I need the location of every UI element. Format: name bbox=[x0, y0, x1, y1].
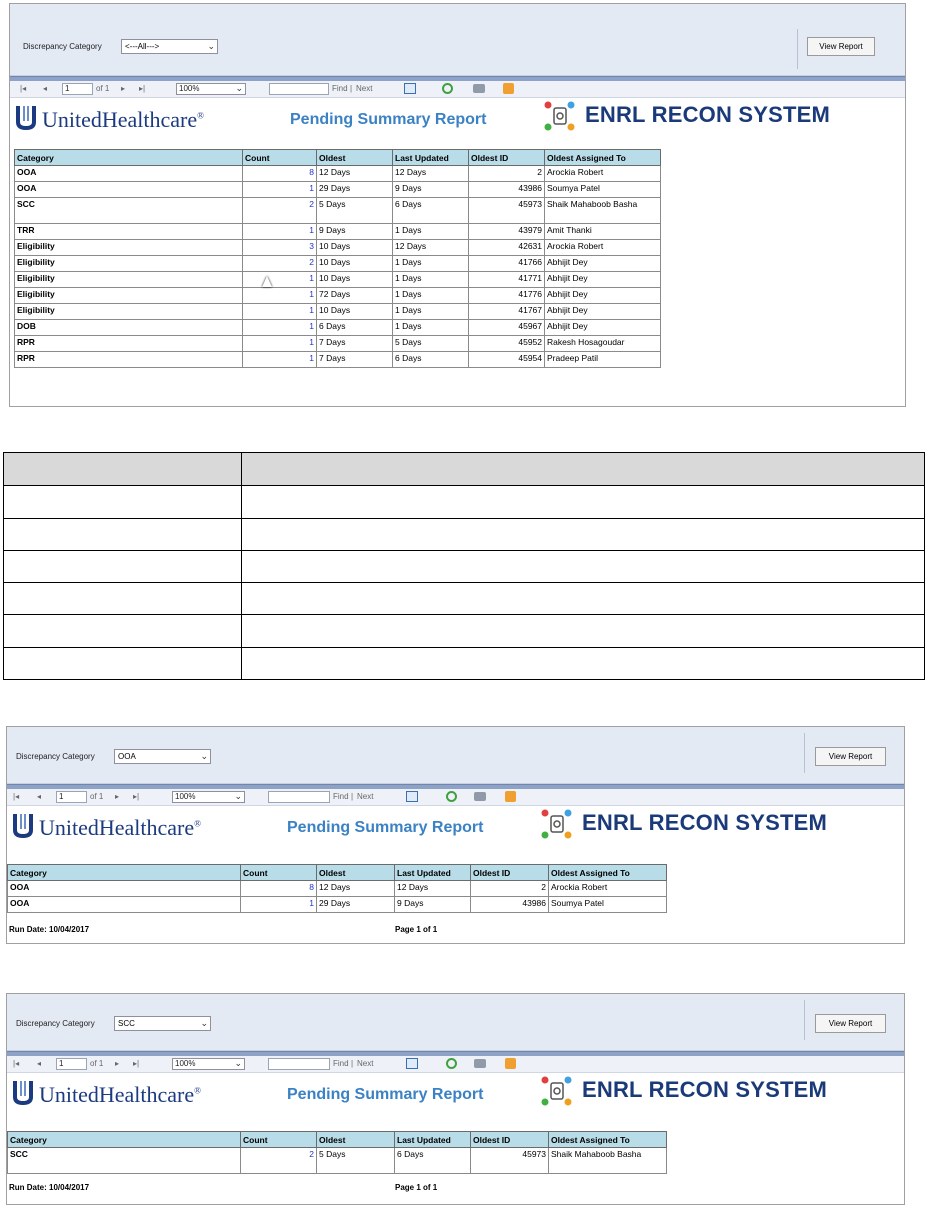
cell-category: Eligibility bbox=[15, 304, 243, 320]
cell-oldest-id: 41766 bbox=[469, 256, 545, 272]
blank-cell bbox=[4, 486, 242, 518]
discrepancy-category-value: SCC bbox=[118, 1019, 135, 1028]
discrepancy-category-value: OOA bbox=[118, 752, 136, 761]
count-link[interactable]: 1 bbox=[243, 304, 317, 320]
cell-oldest-id: 43986 bbox=[469, 182, 545, 198]
cell-oldest-id: 41776 bbox=[469, 288, 545, 304]
report-toolbar bbox=[7, 789, 904, 806]
brand-text: UnitedHealthcare bbox=[42, 107, 198, 132]
count-link[interactable]: 1 bbox=[243, 336, 317, 352]
next-link[interactable]: Next bbox=[356, 84, 373, 93]
find-input[interactable] bbox=[268, 791, 330, 803]
cell-assignee: Soumya Patel bbox=[545, 182, 661, 198]
cell-assignee: Shaik Mahaboob Basha bbox=[549, 1148, 667, 1174]
cell-category: RPR bbox=[15, 336, 243, 352]
cell-last-updated: 6 Days bbox=[393, 352, 469, 368]
refresh-icon[interactable] bbox=[446, 791, 457, 802]
cell-oldest-id: 41767 bbox=[469, 304, 545, 320]
uhc-logo-icon bbox=[11, 812, 35, 838]
count-link[interactable]: 1 bbox=[243, 288, 317, 304]
cell-assignee: Arockia Robert bbox=[545, 166, 661, 182]
col-count: Count bbox=[243, 150, 317, 166]
cell-oldest: 10 Days bbox=[317, 256, 393, 272]
next-link[interactable]: Next bbox=[357, 792, 374, 801]
discrepancy-category-value: <---All---> bbox=[125, 42, 160, 51]
cell-assignee: Abhijit Dey bbox=[545, 272, 661, 288]
cell-assignee: Amit Thanki bbox=[545, 224, 661, 240]
blank-table-row bbox=[4, 518, 925, 550]
first-page-icon[interactable]: |◂ bbox=[13, 792, 20, 801]
run-date: Run Date: 10/04/2017 bbox=[9, 1183, 90, 1192]
cell-oldest: 6 Days bbox=[317, 320, 393, 336]
blank-cell bbox=[242, 647, 925, 679]
col-count: Count bbox=[241, 865, 317, 881]
last-page-icon[interactable]: ▸| bbox=[133, 1059, 140, 1068]
cell-category: OOA bbox=[8, 897, 241, 913]
count-link[interactable]: 1 bbox=[243, 182, 317, 198]
export-icon[interactable] bbox=[406, 791, 418, 802]
cell-last-updated: 1 Days bbox=[393, 288, 469, 304]
cell-oldest-id: 45973 bbox=[469, 198, 545, 224]
view-report-button[interactable]: View Report bbox=[815, 747, 886, 766]
table-row bbox=[15, 240, 661, 256]
cell-category: RPR bbox=[15, 352, 243, 368]
find-link[interactable]: Find bbox=[333, 792, 349, 801]
discrepancy-category-select[interactable] bbox=[114, 1016, 211, 1031]
registered-mark: ® bbox=[194, 1085, 201, 1096]
report-viewer-all bbox=[9, 3, 906, 407]
cell-oldest: 29 Days bbox=[317, 182, 393, 198]
parameter-bar bbox=[10, 4, 905, 76]
blank-header-cell bbox=[242, 453, 925, 486]
system-title: ENRL RECON SYSTEM bbox=[585, 102, 831, 127]
cell-last-updated: 5 Days bbox=[393, 336, 469, 352]
cell-assignee: Abhijit Dey bbox=[545, 256, 661, 272]
col-oldest-assigned-to: Oldest Assigned To bbox=[545, 150, 661, 166]
brand-name bbox=[39, 815, 201, 841]
find-link[interactable]: Find bbox=[333, 1059, 349, 1068]
enrl-system-icon bbox=[540, 1075, 574, 1107]
cell-last-updated: 1 Days bbox=[393, 272, 469, 288]
cell-oldest-id: 45954 bbox=[469, 352, 545, 368]
table-row bbox=[15, 288, 661, 304]
parameter-bar bbox=[7, 994, 904, 1051]
find-separator: | bbox=[351, 1059, 354, 1068]
page-count: of 1 bbox=[90, 792, 104, 801]
summary-table bbox=[14, 149, 661, 368]
cell-category: Eligibility bbox=[15, 240, 243, 256]
enrl-system-icon bbox=[543, 100, 577, 132]
chevron-down-icon: ⌄ bbox=[235, 83, 243, 93]
next-page-icon[interactable]: ▸ bbox=[121, 84, 126, 93]
cell-last-updated: 6 Days bbox=[393, 198, 469, 224]
table-row bbox=[15, 352, 661, 368]
cell-oldest-id: 43979 bbox=[469, 224, 545, 240]
cell-last-updated: 9 Days bbox=[395, 897, 471, 913]
report-header bbox=[7, 1073, 904, 1111]
parameter-bar bbox=[7, 727, 904, 784]
blank-cell bbox=[4, 615, 242, 647]
last-page-icon[interactable]: ▸| bbox=[133, 792, 140, 801]
cell-oldest-id: 45967 bbox=[469, 320, 545, 336]
find-separator: | bbox=[351, 792, 354, 801]
table-row bbox=[8, 1148, 667, 1174]
prev-page-icon[interactable]: ◂ bbox=[37, 1059, 42, 1068]
table-row bbox=[15, 272, 661, 288]
cell-assignee: Arockia Robert bbox=[549, 881, 667, 897]
table-row bbox=[15, 166, 661, 182]
table-row bbox=[15, 304, 661, 320]
blank-grid-table bbox=[3, 452, 925, 680]
blank-cell bbox=[4, 518, 242, 550]
cell-category: SCC bbox=[8, 1148, 241, 1174]
report-title: Pending Summary Report bbox=[287, 819, 484, 836]
zoom-select[interactable] bbox=[176, 83, 246, 95]
col-oldest-id: Oldest ID bbox=[469, 150, 545, 166]
zoom-select[interactable] bbox=[172, 1058, 245, 1070]
discrepancy-category-select[interactable] bbox=[121, 39, 218, 54]
blank-cell bbox=[4, 550, 242, 582]
first-page-icon[interactable]: |◂ bbox=[20, 84, 27, 93]
col-oldest: Oldest bbox=[317, 865, 395, 881]
print-icon[interactable] bbox=[473, 84, 485, 93]
cell-oldest: 7 Days bbox=[317, 352, 393, 368]
blank-table-row bbox=[4, 583, 925, 615]
atom-feed-icon[interactable] bbox=[505, 791, 516, 802]
table-row bbox=[15, 320, 661, 336]
count-link[interactable]: 1 bbox=[243, 320, 317, 336]
chevron-down-icon: ⌄ bbox=[207, 41, 215, 51]
summary-table bbox=[7, 864, 667, 913]
print-icon[interactable] bbox=[474, 1059, 486, 1068]
blank-table-header bbox=[4, 453, 925, 486]
col-last-updated: Last Updated bbox=[393, 150, 469, 166]
next-page-icon[interactable]: ▸ bbox=[115, 792, 120, 801]
col-category: Category bbox=[15, 150, 243, 166]
find-separator: | bbox=[350, 84, 353, 93]
blank-cell bbox=[242, 615, 925, 647]
cell-assignee: Shaik Mahaboob Basha bbox=[545, 198, 661, 224]
refresh-icon[interactable] bbox=[446, 1058, 457, 1069]
cell-last-updated: 1 Days bbox=[393, 304, 469, 320]
page-info: Page 1 of 1 bbox=[395, 1183, 438, 1192]
cell-oldest: 29 Days bbox=[317, 897, 395, 913]
cell-category: OOA bbox=[15, 166, 243, 182]
cell-oldest-id: 45973 bbox=[471, 1148, 549, 1174]
count-link[interactable]: 2 bbox=[241, 1148, 317, 1174]
prev-page-icon[interactable]: ◂ bbox=[43, 84, 48, 93]
cell-oldest-id: 45952 bbox=[469, 336, 545, 352]
col-oldest: Oldest bbox=[317, 150, 393, 166]
cell-oldest: 12 Days bbox=[317, 166, 393, 182]
cell-category: TRR bbox=[15, 224, 243, 240]
registered-mark: ® bbox=[197, 110, 204, 121]
blank-header-cell bbox=[4, 453, 242, 486]
find-input[interactable] bbox=[268, 1058, 330, 1070]
table-row bbox=[15, 182, 661, 198]
last-page-icon[interactable]: ▸| bbox=[139, 84, 146, 93]
col-last-updated: Last Updated bbox=[395, 1132, 471, 1148]
col-oldest-assigned-to: Oldest Assigned To bbox=[549, 865, 667, 881]
export-icon[interactable] bbox=[406, 1058, 418, 1069]
blank-cell bbox=[242, 583, 925, 615]
cell-oldest: 72 Days bbox=[317, 288, 393, 304]
cell-oldest: 5 Days bbox=[317, 198, 393, 224]
brand-text: UnitedHealthcare bbox=[39, 815, 195, 840]
report-title: Pending Summary Report bbox=[287, 1086, 484, 1103]
zoom-select[interactable] bbox=[172, 791, 245, 803]
atom-feed-icon[interactable] bbox=[505, 1058, 516, 1069]
col-oldest-assigned-to: Oldest Assigned To bbox=[549, 1132, 667, 1148]
page-number-input[interactable]: 1 bbox=[56, 791, 87, 803]
cell-oldest-id: 2 bbox=[469, 166, 545, 182]
blank-cell bbox=[4, 647, 242, 679]
count-link[interactable]: 1 bbox=[243, 352, 317, 368]
report-viewer-ooa bbox=[6, 726, 905, 944]
chevron-down-icon: ⌄ bbox=[234, 1058, 242, 1068]
blank-cell bbox=[242, 550, 925, 582]
zoom-value: 100% bbox=[179, 84, 200, 93]
col-last-updated: Last Updated bbox=[395, 865, 471, 881]
table-row bbox=[15, 256, 661, 272]
report-title: Pending Summary Report bbox=[290, 111, 487, 128]
zoom-value: 100% bbox=[175, 792, 196, 801]
first-page-icon[interactable]: |◂ bbox=[13, 1059, 20, 1068]
cell-assignee: Soumya Patel bbox=[549, 897, 667, 913]
col-oldest-id: Oldest ID bbox=[471, 1132, 549, 1148]
cell-last-updated: 1 Days bbox=[393, 224, 469, 240]
discrepancy-category-label: Discrepancy Category bbox=[23, 42, 102, 51]
cell-last-updated: 9 Days bbox=[393, 182, 469, 198]
cell-category: DOB bbox=[15, 320, 243, 336]
chevron-down-icon: ⌄ bbox=[200, 1018, 208, 1028]
cell-assignee: Rakesh Hosagoudar bbox=[545, 336, 661, 352]
cell-oldest: 10 Days bbox=[317, 304, 393, 320]
cell-last-updated: 6 Days bbox=[395, 1148, 471, 1174]
blank-table-row bbox=[4, 486, 925, 518]
col-count: Count bbox=[241, 1132, 317, 1148]
cell-last-updated: 12 Days bbox=[393, 240, 469, 256]
mouse-cursor-icon bbox=[262, 276, 272, 287]
cell-category: OOA bbox=[15, 182, 243, 198]
brand-name bbox=[42, 107, 204, 133]
cell-category: Eligibility bbox=[15, 272, 243, 288]
divider bbox=[797, 29, 798, 69]
cell-assignee: Arockia Robert bbox=[545, 240, 661, 256]
col-oldest-id: Oldest ID bbox=[471, 865, 549, 881]
cell-category: SCC bbox=[15, 198, 243, 224]
cell-oldest: 7 Days bbox=[317, 336, 393, 352]
report-toolbar bbox=[10, 81, 905, 98]
cell-oldest: 10 Days bbox=[317, 272, 393, 288]
blank-table-row bbox=[4, 550, 925, 582]
page-info: Page 1 of 1 bbox=[395, 925, 438, 934]
export-icon[interactable] bbox=[404, 83, 416, 94]
summary-table bbox=[7, 1131, 667, 1174]
cell-last-updated: 12 Days bbox=[395, 881, 471, 897]
cell-last-updated: 12 Days bbox=[393, 166, 469, 182]
blank-table-row bbox=[4, 647, 925, 679]
cell-oldest: 10 Days bbox=[317, 240, 393, 256]
cell-category: Eligibility bbox=[15, 288, 243, 304]
discrepancy-category-select[interactable] bbox=[114, 749, 211, 764]
brand-text: UnitedHealthcare bbox=[39, 1082, 195, 1107]
page-number-input[interactable]: 1 bbox=[62, 83, 93, 95]
run-date: Run Date: 10/04/2017 bbox=[9, 925, 90, 934]
cell-oldest-id: 43986 bbox=[471, 897, 549, 913]
report-viewer-scc bbox=[6, 993, 905, 1205]
cell-last-updated: 1 Days bbox=[393, 320, 469, 336]
cell-assignee: Abhijit Dey bbox=[545, 288, 661, 304]
zoom-value: 100% bbox=[175, 1059, 196, 1068]
refresh-icon[interactable] bbox=[442, 83, 453, 94]
registered-mark: ® bbox=[194, 818, 201, 829]
system-title: ENRL RECON SYSTEM bbox=[582, 810, 828, 835]
report-toolbar bbox=[7, 1056, 904, 1073]
cell-assignee: Abhijit Dey bbox=[545, 320, 661, 336]
table-row bbox=[15, 198, 661, 224]
page-count: of 1 bbox=[90, 1059, 104, 1068]
table-row bbox=[8, 897, 667, 913]
blank-table-row bbox=[4, 615, 925, 647]
count-link[interactable]: 1 bbox=[243, 272, 317, 288]
report-header bbox=[10, 98, 905, 136]
cell-category: OOA bbox=[8, 881, 241, 897]
view-report-button[interactable]: View Report bbox=[807, 37, 875, 56]
table-row bbox=[15, 224, 661, 240]
cell-oldest-id: 41771 bbox=[469, 272, 545, 288]
discrepancy-category-label: Discrepancy Category bbox=[16, 752, 95, 761]
blank-cell bbox=[4, 583, 242, 615]
blank-cell bbox=[242, 486, 925, 518]
col-category: Category bbox=[8, 1132, 241, 1148]
table-row bbox=[8, 881, 667, 897]
find-link[interactable]: Find bbox=[332, 84, 348, 93]
uhc-logo-icon bbox=[11, 1079, 35, 1105]
cell-last-updated: 1 Days bbox=[393, 256, 469, 272]
cell-assignee: Abhijit Dey bbox=[545, 304, 661, 320]
enrl-system-icon bbox=[540, 808, 574, 840]
discrepancy-category-label: Discrepancy Category bbox=[16, 1019, 95, 1028]
count-link[interactable]: 1 bbox=[243, 224, 317, 240]
page-count: of 1 bbox=[96, 84, 110, 93]
system-title: ENRL RECON SYSTEM bbox=[582, 1077, 828, 1102]
next-link[interactable]: Next bbox=[357, 1059, 374, 1068]
chevron-down-icon: ⌄ bbox=[200, 751, 208, 761]
report-header bbox=[7, 806, 904, 844]
cell-oldest: 5 Days bbox=[317, 1148, 395, 1174]
col-oldest: Oldest bbox=[317, 1132, 395, 1148]
cell-oldest-id: 2 bbox=[471, 881, 549, 897]
next-page-icon[interactable]: ▸ bbox=[115, 1059, 120, 1068]
cell-oldest-id: 42631 bbox=[469, 240, 545, 256]
cell-assignee: Pradeep Patil bbox=[545, 352, 661, 368]
chevron-down-icon: ⌄ bbox=[234, 791, 242, 801]
divider bbox=[804, 1000, 805, 1040]
view-report-button[interactable]: View Report bbox=[815, 1014, 886, 1033]
blank-cell bbox=[242, 518, 925, 550]
page-number-input[interactable]: 1 bbox=[56, 1058, 87, 1070]
table-row bbox=[15, 336, 661, 352]
cell-category: Eligibility bbox=[15, 256, 243, 272]
prev-page-icon[interactable]: ◂ bbox=[37, 792, 42, 801]
col-category: Category bbox=[8, 865, 241, 881]
count-link[interactable]: 8 bbox=[243, 166, 317, 182]
count-link[interactable]: 2 bbox=[243, 198, 317, 224]
cell-oldest: 9 Days bbox=[317, 224, 393, 240]
count-link[interactable]: 2 bbox=[243, 256, 317, 272]
count-link[interactable]: 8 bbox=[241, 881, 317, 897]
divider bbox=[804, 733, 805, 773]
cell-oldest: 12 Days bbox=[317, 881, 395, 897]
uhc-logo-icon bbox=[14, 104, 38, 130]
count-link[interactable]: 1 bbox=[241, 897, 317, 913]
atom-feed-icon[interactable] bbox=[503, 83, 514, 94]
print-icon[interactable] bbox=[474, 792, 486, 801]
find-input[interactable] bbox=[269, 83, 329, 95]
brand-name bbox=[39, 1082, 201, 1108]
count-link[interactable]: 3 bbox=[243, 240, 317, 256]
